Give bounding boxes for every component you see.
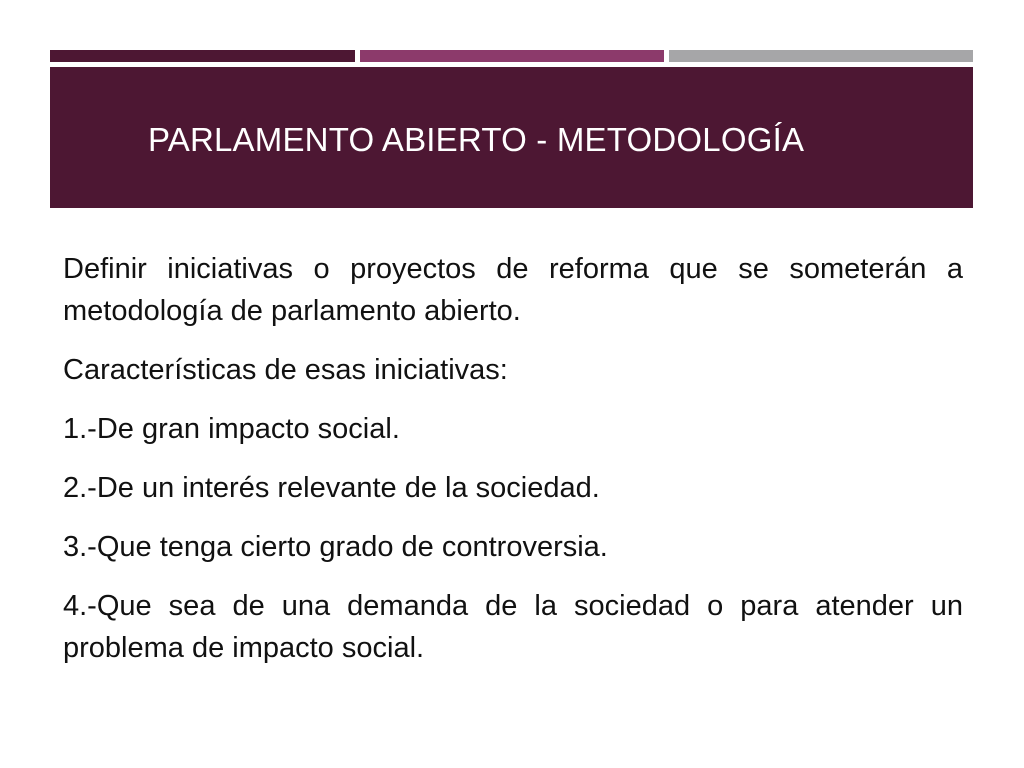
slide-body — [63, 248, 963, 686]
accent-stripe-magenta — [360, 50, 664, 62]
accent-stripe-grey — [669, 50, 973, 62]
paragraph-intro: Definir iniciativas o proyectos de reforma que se someterán a metodología de parlamento abierto. — [63, 253, 963, 327]
paragraph-characteristics-heading: Características de esas iniciativas: — [63, 354, 508, 386]
list-item-4: 4.-Que sea de una demanda de la sociedad o para atender un problema de impacto social. — [63, 590, 963, 664]
list-item-2: 2.-De un interés relevante de la sociedad. — [63, 472, 600, 504]
list-item-3: 3.-Que tenga cierto grado de controversia. — [63, 531, 608, 563]
accent-stripe-dark — [50, 50, 355, 62]
slide-title: PARLAMENTO ABIERTO - METODOLOGÍA — [148, 120, 805, 158]
title-band — [50, 67, 973, 208]
list-item-1: 1.-De gran impacto social. — [63, 413, 400, 445]
